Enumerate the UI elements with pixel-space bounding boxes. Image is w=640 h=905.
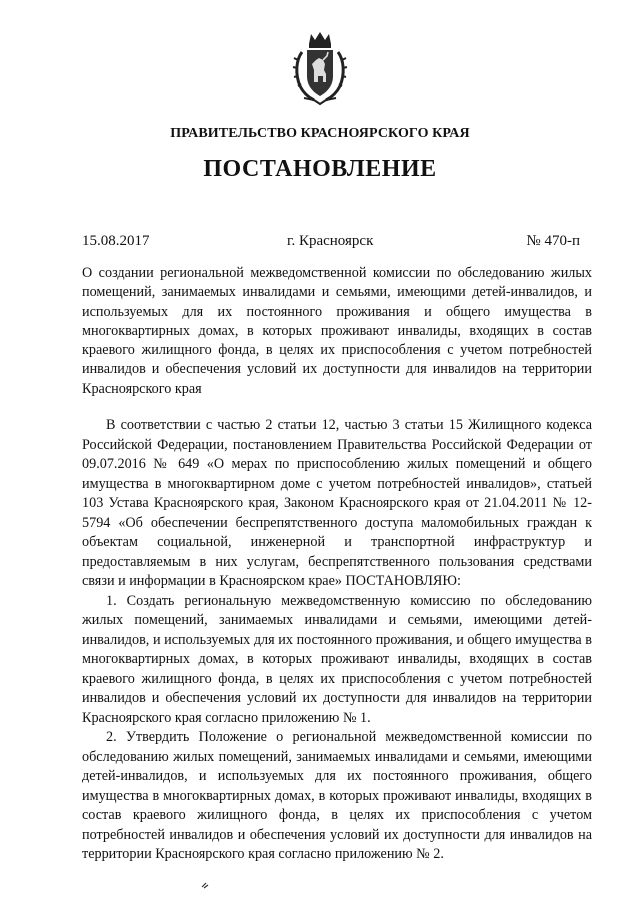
document-date: 15.08.2017 bbox=[82, 233, 150, 249]
document-body bbox=[82, 416, 592, 865]
item-2-paragraph: 2. Утвердить Положение о региональной межведомственной комиссии по обследованию жилых помещений, занимаемых инвалидами и семьями, имеющими детей-инвалидов, и используемых для их постоянного проживания, общего имущества в многоквартирных домах, в которых проживают инвалиды, входящих в состав краевого жилищного фонда, в целях их приспособления с учетом потребностей инвалидов и обеспечения условий их доступности для инвалидов на территории Красноярского края согласно приложению № 2. bbox=[82, 729, 592, 862]
document-type: ПОСТАНОВЛЕНИЕ bbox=[203, 156, 437, 182]
preamble-paragraph: В соответствии с частью 2 статьи 12, частью 3 статьи 15 Жилищного кодекса Российской Федерации, постановлением Правительства Российской Федерации от 09.07.2016 № 649 «О мерах по приспособлению жилых помещений и общего имущества в многоквартирном доме с учетом потребностей инвалидов», статьей 103 Устава Красноярского края, Законом Красноярского края от 21.04.2011 № 12-5794 «Об обеспечении беспрепятственного доступа маломобильных граждан к объектам социальной, инженерной и транспортной инфраструктур и предоставляемым в них услугам, беспрепятственного пользования средствами связи и информации в Красноярском крае» ПОСТАНОВЛЯЮ: bbox=[82, 417, 592, 589]
ink-mark bbox=[200, 881, 212, 889]
krasnoyarsk-coat-of-arms-icon bbox=[292, 30, 348, 106]
item-1-paragraph: 1. Создать региональную межведомственную комиссию по обследованию жилых помещений, занимаемых инвалидами и семьями, имеющими детей-инвалидов, и используемых для их постоянного проживания, и общего имущества в многоквартирных домах, в которых проживают инвалиды, входящих в состав краевого жилищного фонда, в целях их приспособления с учетом потребностей инвалидов и обеспечения условий их доступности для инвалидов на территории Красноярского края согласно приложению № 1. bbox=[82, 592, 592, 726]
document-title: О создании региональной межведомственной комиссии по обследованию жилых помещений, занимаемых инвалидами и семьями, имеющими детей-инвалидов, и используемых для их постоянного проживания и общего имущества в многоквартирных домах, в которых проживают инвалиды, входящих в состав краевого жилищного фонда, в целях их приспособления с учетом потребностей инвалидов и обеспечения условий их доступности для инвалидов на территории Красноярского края bbox=[82, 265, 592, 397]
document-number: № 470-п bbox=[526, 233, 580, 249]
government-name: ПРАВИТЕЛЬСТВО КРАСНОЯРСКОГО КРАЯ bbox=[170, 126, 470, 141]
document-meta-row bbox=[82, 233, 580, 253]
document-city: г. Красноярск bbox=[287, 233, 374, 249]
